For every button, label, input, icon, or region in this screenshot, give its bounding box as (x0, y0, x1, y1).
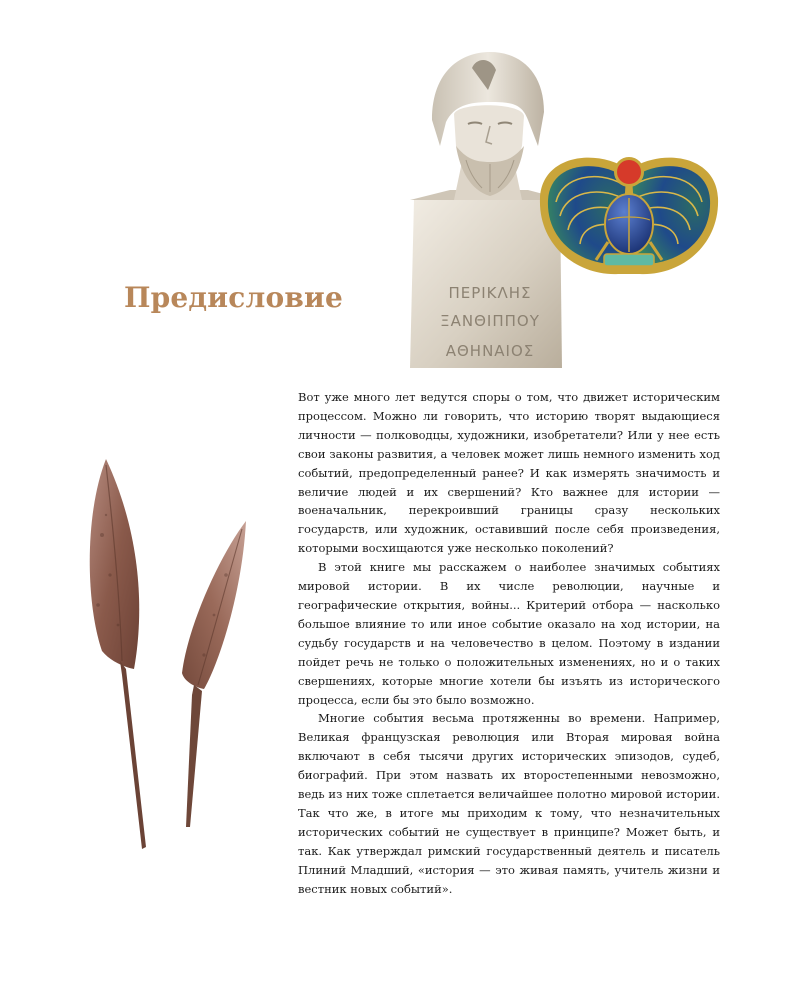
bust-inscription-line-2: ΞΑΝΘΙΠΠΟΥ (440, 312, 540, 330)
paragraph-1: Вот уже много лет ведутся споры о том, что движет историческим процессом. Можно ли говорить, что историю творят выдающиеся личности — полководцы, художники, изобретатели? Или у нее есть свои законы развития, а человек может лишь немного изменить ход событий, предопределенный ранее? И как измерять значимость и величие людей и их свершений? Кто важнее для истории — военачальник, перекроивший границы сразу нескольких государств, или художник, оставивший после себя произведения, которыми восхищаются уже несколько поколений? (298, 390, 720, 556)
scarab-pectoral-image (538, 150, 720, 286)
bust-inscription-line-3: ΑΘΗΝΑΙΟΣ (445, 342, 535, 360)
paragraph-3: Многие события весьма протяженны во времени. Например, Великая французская революция или Вторая мировая война включают в себя тысячи других исторических эпизодов, судеб, биографий. При этом назвать их второстепенными невозможно, ведь из них тоже сплетается величайшее полотно мировой истории. Так что же, в итоге мы приходим к тому, что незначительных исторических событий не существует в принципе? Может быть, и так. Как утверждал римский государственный деятель и писатель Плиний Младший, «история — это живая память, учитель жизни и вестник новых событий». (298, 711, 720, 896)
paragraph-2: В этой книге мы расскажем о наиболее значимых событиях мировой истории. В их числе революции, научные и географические открытия, войны... Критерий отбора — насколько большое влияние то или иное событие оказало на ход истории, на судьбу государств и на человечество в целом. Поэтому в издании пойдет речь не только о положительных изменениях, но и о таких свершениях, которые многие хотели бы изъять из исторического процесса, если бы это было возможно. (298, 560, 720, 707)
page-title: Предисловие (124, 281, 343, 314)
spearheads-image (80, 455, 270, 855)
preface-text (298, 388, 720, 898)
bust-inscription-line-1: ΠΕΡΙΚΛΗΣ (448, 284, 532, 302)
